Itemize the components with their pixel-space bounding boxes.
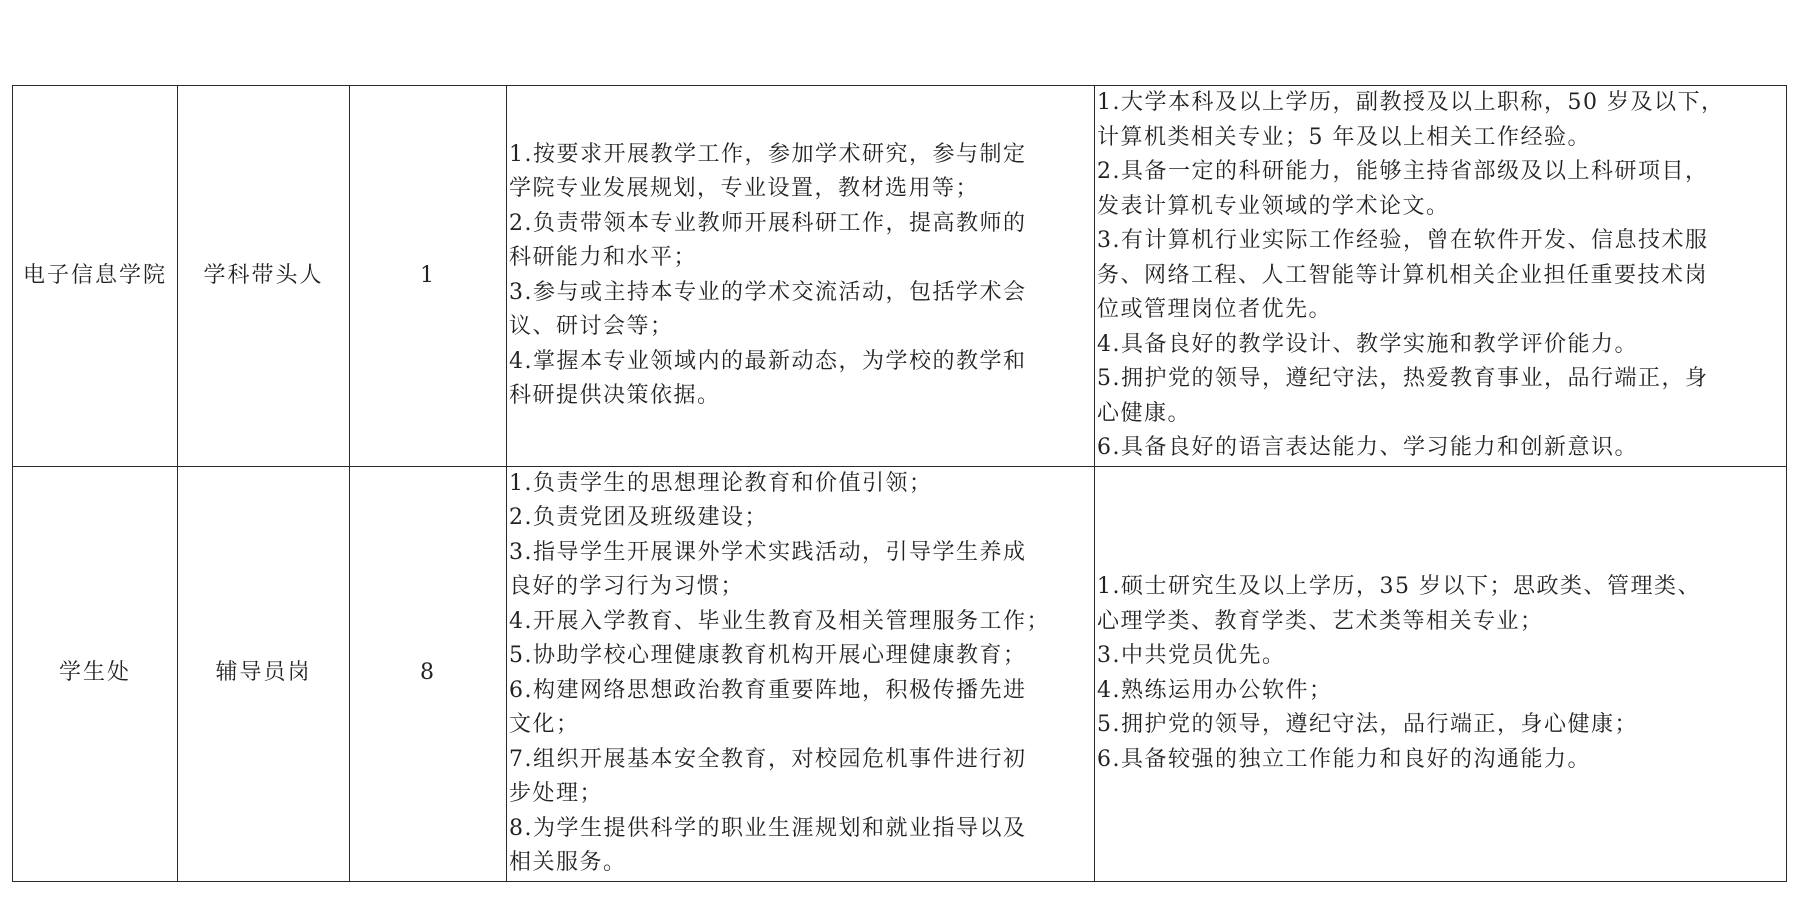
duty-line: 良好的学习行为习惯； [509,574,745,599]
department-cell [13,86,178,467]
requirement-line: 1.硕士研究生及以上学历，35 岁以下；思政类、管理类、 [1097,574,1701,599]
duties-cell [507,86,1095,467]
duty-line: 8.为学生提供科学的职业生涯规划和就业指导以及 [509,815,1027,841]
department-cell [13,466,178,881]
duty-line: 4.掌握本专业领域内的最新动态，为学校的教学和 [509,348,1027,374]
requirement-line: 1.大学本科及以上学历，副教授及以上职称，50 岁及以下， [1097,90,1725,115]
requirement-line: 心理学类、教育学类、艺术类等相关专业； [1097,608,1544,634]
position-text: 辅导员岗 [215,660,312,686]
duty-line: 学院专业发展规划，专业设置，教材选用等； [509,176,980,202]
table-row [13,466,1787,881]
requirement-line: 2.具备一定的科研能力，能够主持省部级及以上科研项目， [1097,159,1709,184]
duty-line: 6.构建网络思想政治教育重要阵地，积极传播先进 [509,677,1027,703]
duty-line: 7.组织开展基本安全教育，对校园危机事件进行初 [509,746,1027,772]
requirement-line: 发表计算机专业领域的学术论文。 [1097,193,1450,219]
requirement-line: 3.有计算机行业实际工作经验，曾在软件开发、信息技术服 [1097,228,1709,253]
duty-line: 1.按要求开展教学工作，参加学术研究，参与制定 [509,141,1027,167]
duty-line: 相关服务。 [509,850,627,875]
count-text: 1 [420,262,436,288]
requirement-line: 5.拥护党的领导，遵纪守法，品行端正，身心健康； [1097,712,1638,737]
position-cell [178,466,350,881]
duty-line: 3.参与或主持本专业的学术交流活动，包括学术会 [509,279,1027,305]
duty-line: 科研提供决策依据。 [509,383,721,409]
requirement-line: 3.中共党员优先。 [1097,643,1286,668]
table-row [13,86,1787,467]
requirements-cell [1095,86,1787,467]
requirement-line: 6.具备良好的语言表达能力、学习能力和创新意识。 [1097,435,1638,460]
count-cell [350,466,507,881]
department-text: 电子信息学院 [22,262,167,288]
requirement-line: 4.具备良好的教学设计、教学实施和教学评价能力。 [1097,331,1638,357]
department-text: 学生处 [58,660,131,686]
duties-cell [507,466,1095,881]
job-table [12,85,1787,882]
requirement-line: 位或管理岗位者优先。 [1097,297,1333,322]
duty-line: 2.负责带领本专业教师开展科研工作，提高教师的 [509,210,1027,236]
requirement-line: 心健康。 [1097,400,1192,426]
duty-line: 文化； [509,712,580,737]
duty-line: 5.协助学校心理健康教育机构开展心理健康教育； [509,643,1027,668]
requirements-cell [1095,466,1787,881]
duty-line: 步处理； [509,781,604,806]
duty-line: 3.指导学生开展课外学术实践活动，引导学生养成 [509,539,1027,565]
requirement-line: 6.具备较强的独立工作能力和良好的沟通能力。 [1097,746,1591,772]
duty-line: 2.负责党团及班级建设； [509,505,768,530]
count-text: 8 [420,660,436,686]
requirement-line: 计算机类相关专业；5 年及以上相关工作经验。 [1097,124,1591,150]
duty-line: 4.开展入学教育、毕业生教育及相关管理服务工作； [509,608,1050,634]
requirement-line: 5.拥护党的领导，遵纪守法，热爱教育事业，品行端正，身 [1097,366,1709,391]
duty-line: 科研能力和水平； [509,245,698,271]
requirement-line: 务、网络工程、人工智能等计算机相关企业担任重要技术岗 [1097,262,1709,288]
count-cell [350,86,507,467]
duty-line: 1.负责学生的思想理论教育和价值引领； [509,470,933,496]
duty-line: 议、研讨会等； [509,314,674,340]
requirement-line: 4.熟练运用办公软件； [1097,677,1333,703]
position-text: 学科带头人 [203,262,324,288]
position-cell [178,86,350,467]
